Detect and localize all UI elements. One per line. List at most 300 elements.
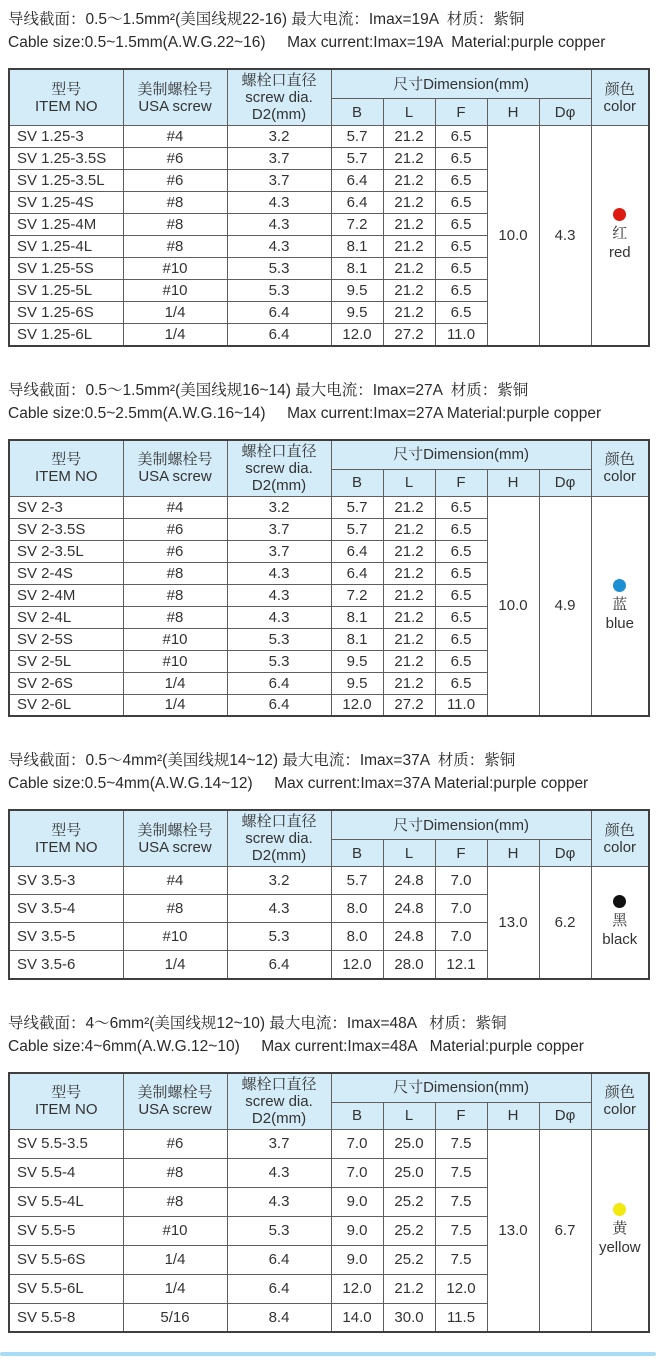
- col-header-item-en: ITEM NO: [35, 468, 98, 485]
- cell-usa-screw: 1/4: [123, 951, 227, 979]
- cell-dim-f: 6.5: [435, 302, 487, 324]
- cell-item-no: SV 5.5-4L: [9, 1187, 123, 1216]
- cell-item-no: SV 1.25-6L: [9, 324, 123, 346]
- cell-screw-dia: 5.3: [227, 650, 331, 672]
- cell-dim-l: 25.2: [383, 1187, 435, 1216]
- cell-dim-l: 21.2: [383, 192, 435, 214]
- cell-item-no: SV 1.25-4S: [9, 192, 123, 214]
- table-header: [9, 810, 649, 867]
- cell-dim-b: 9.5: [331, 672, 383, 694]
- cell-dim-f: 6.5: [435, 236, 487, 258]
- cell-screw-dia: 4.3: [227, 192, 331, 214]
- cell-usa-screw: 1/4: [123, 324, 227, 346]
- cell-usa-screw: 1/4: [123, 1245, 227, 1274]
- cell-dim-b: 6.4: [331, 540, 383, 562]
- cell-dim-dphi: 4.9: [539, 496, 591, 716]
- cell-screw-dia: 5.3: [227, 1216, 331, 1245]
- cell-item-no: SV 1.25-3.5L: [9, 170, 123, 192]
- cell-dim-l: 25.0: [383, 1158, 435, 1187]
- col-header-b: B: [331, 840, 383, 867]
- cell-dim-f: 6.5: [435, 192, 487, 214]
- cell-usa-screw: 1/4: [123, 302, 227, 324]
- cell-usa-screw: #6: [123, 540, 227, 562]
- cell-dim-l: 21.2: [383, 628, 435, 650]
- col-header-dia-en1: screw dia.: [245, 1092, 313, 1110]
- col-header-dia-en1: screw dia.: [245, 89, 313, 106]
- cell-dim-l: 21.2: [383, 584, 435, 606]
- cell-dim-b: 8.1: [331, 628, 383, 650]
- cell-dim-b: 5.7: [331, 148, 383, 170]
- col-header-dia-en1: screw dia.: [245, 459, 313, 477]
- cell-screw-dia: 4.3: [227, 606, 331, 628]
- col-header-screw-dia: [227, 1073, 331, 1130]
- cell-dim-b: 7.0: [331, 1129, 383, 1158]
- cell-usa-screw: #8: [123, 606, 227, 628]
- col-header-color-en: color: [603, 1101, 637, 1118]
- section-title-en: Cable size:4~6mm(A.W.G.12~10) Max current:Imax=48A Material:purple copper: [8, 1037, 584, 1055]
- cell-dim-l: 25.2: [383, 1245, 435, 1274]
- table-header: [9, 69, 649, 126]
- col-header-usa-screw: [123, 810, 227, 867]
- col-header-screw-dia: [227, 810, 331, 867]
- col-header-color-en: color: [603, 468, 637, 485]
- table-row: [9, 496, 649, 518]
- cell-dim-f: 6.5: [435, 540, 487, 562]
- cell-usa-screw: #10: [123, 258, 227, 280]
- col-header-usa-screw: [123, 1073, 227, 1130]
- cell-usa-screw: #8: [123, 1187, 227, 1216]
- color-name-cn: 蓝: [612, 595, 628, 613]
- cell-dim-l: 21.2: [383, 672, 435, 694]
- color-name-cn: 红: [612, 225, 628, 243]
- cell-usa-screw: 1/4: [123, 1274, 227, 1303]
- col-header-screw-cn: 美制螺栓号: [137, 451, 213, 468]
- table-header: [9, 440, 649, 497]
- cell-dim-b: 14.0: [331, 1303, 383, 1332]
- cell-dim-h: 10.0: [487, 496, 539, 716]
- col-header-item-no: [9, 440, 123, 497]
- cell-dim-l: 21.2: [383, 650, 435, 672]
- cell-dim-f: 7.0: [435, 923, 487, 951]
- cell-dim-f: 11.5: [435, 1303, 487, 1332]
- col-header-b: B: [331, 469, 383, 496]
- col-header-item-no: [9, 69, 123, 126]
- cell-screw-dia: 4.3: [227, 214, 331, 236]
- cell-color: [591, 867, 649, 979]
- cell-dim-f: 6.5: [435, 126, 487, 148]
- cell-dim-l: 21.2: [383, 170, 435, 192]
- section-title-cn: 导线截面：0.5～4mm²(美国线规14~12) 最大电流：Imax=37A 材质：紫铜: [8, 752, 516, 769]
- cell-dim-b: 5.7: [331, 867, 383, 895]
- cell-screw-dia: 3.7: [227, 540, 331, 562]
- col-header-item-no: [9, 810, 123, 867]
- table-row: [9, 126, 649, 148]
- cell-item-no: SV 1.25-5S: [9, 258, 123, 280]
- col-header-color-cn: 颜色: [604, 451, 635, 468]
- spec-section: [8, 0, 648, 347]
- spec-section: [8, 371, 648, 718]
- col-header-h: H: [487, 1102, 539, 1129]
- cell-item-no: SV 1.25-5L: [9, 280, 123, 302]
- cell-screw-dia: 3.2: [227, 126, 331, 148]
- cell-dim-f: 6.5: [435, 628, 487, 650]
- cell-dim-l: 21.2: [383, 302, 435, 324]
- col-header-dphi: Dφ: [539, 1102, 591, 1129]
- cell-dim-l: 21.2: [383, 258, 435, 280]
- cell-dim-f: 6.5: [435, 214, 487, 236]
- cell-dim-l: 28.0: [383, 951, 435, 979]
- col-header-h: H: [487, 840, 539, 867]
- col-header-dia-cn: 螺栓口直径: [241, 442, 317, 460]
- cell-screw-dia: 6.4: [227, 1274, 331, 1303]
- cell-screw-dia: 6.4: [227, 324, 331, 346]
- col-header-dia-en2: D2(mm): [251, 847, 307, 864]
- cell-dim-l: 21.2: [383, 562, 435, 584]
- col-header-l: L: [383, 99, 435, 126]
- col-header-screw-en: USA screw: [138, 97, 212, 115]
- spec-section: [8, 741, 648, 980]
- cell-screw-dia: 5.3: [227, 280, 331, 302]
- cell-dim-l: 24.8: [383, 923, 435, 951]
- cell-dim-l: 30.0: [383, 1303, 435, 1332]
- cell-usa-screw: #6: [123, 1129, 227, 1158]
- col-header-color: [591, 440, 649, 497]
- cell-screw-dia: 5.3: [227, 923, 331, 951]
- cell-screw-dia: 5.3: [227, 258, 331, 280]
- col-header-item-en: ITEM NO: [35, 838, 98, 856]
- col-header-dimension: 尺寸Dimension(mm): [331, 440, 591, 470]
- cell-dim-b: 6.4: [331, 170, 383, 192]
- cell-item-no: SV 2-5L: [9, 650, 123, 672]
- cell-dim-dphi: 6.2: [539, 867, 591, 979]
- cell-dim-f: 6.5: [435, 258, 487, 280]
- cell-dim-b: 5.7: [331, 518, 383, 540]
- cell-dim-f: 6.5: [435, 148, 487, 170]
- cell-screw-dia: 3.7: [227, 170, 331, 192]
- cell-usa-screw: #6: [123, 518, 227, 540]
- cell-dim-l: 21.2: [383, 280, 435, 302]
- cell-screw-dia: 4.3: [227, 1158, 331, 1187]
- cell-usa-screw: #8: [123, 895, 227, 923]
- cell-dim-b: 9.0: [331, 1187, 383, 1216]
- col-header-screw-en: USA screw: [138, 838, 212, 856]
- col-header-screw-cn: 美制螺栓号: [137, 821, 213, 839]
- cell-dim-b: 9.0: [331, 1216, 383, 1245]
- color-name-cn: 黑: [612, 912, 628, 930]
- col-header-dimension: 尺寸Dimension(mm): [331, 1073, 591, 1103]
- col-header-dphi: Dφ: [539, 99, 591, 126]
- cell-dim-h: 13.0: [487, 867, 539, 979]
- cell-dim-b: 8.1: [331, 258, 383, 280]
- col-header-color-en: color: [603, 838, 637, 856]
- cell-dim-l: 27.2: [383, 324, 435, 346]
- cell-dim-f: 6.5: [435, 606, 487, 628]
- table-row: [9, 1129, 649, 1158]
- cell-color: [591, 126, 649, 346]
- cell-color: [591, 496, 649, 716]
- cell-dim-f: 7.5: [435, 1245, 487, 1274]
- col-header-screw-en: USA screw: [138, 468, 212, 485]
- cell-usa-screw: #8: [123, 236, 227, 258]
- col-header-color: [591, 1073, 649, 1130]
- col-header-dia-en2: D2(mm): [251, 106, 307, 123]
- col-header-screw-dia: [227, 440, 331, 497]
- cell-dim-b: 7.0: [331, 1158, 383, 1187]
- cell-dim-b: 8.1: [331, 606, 383, 628]
- spec-table: [8, 68, 650, 347]
- cell-screw-dia: 3.7: [227, 1129, 331, 1158]
- cell-usa-screw: #8: [123, 214, 227, 236]
- cell-usa-screw: 1/4: [123, 672, 227, 694]
- cell-dim-dphi: 6.7: [539, 1129, 591, 1332]
- cell-dim-l: 25.2: [383, 1216, 435, 1245]
- col-header-dia-en2: D2(mm): [251, 1109, 307, 1127]
- cell-item-no: SV 2-4S: [9, 562, 123, 584]
- col-header-color-en: color: [603, 97, 637, 115]
- cell-item-no: SV 3.5-3: [9, 867, 123, 895]
- cell-usa-screw: #4: [123, 126, 227, 148]
- cell-item-no: SV 2-3: [9, 496, 123, 518]
- cell-dim-l: 24.8: [383, 895, 435, 923]
- spec-table: [8, 1072, 650, 1334]
- cell-screw-dia: 4.3: [227, 584, 331, 606]
- col-header-item-cn: 型号: [51, 451, 82, 468]
- cell-item-no: SV 5.5-5: [9, 1216, 123, 1245]
- col-header-h: H: [487, 99, 539, 126]
- col-header-dia-cn: 螺栓口直径: [241, 813, 317, 830]
- color-name-en: black: [602, 931, 638, 949]
- cell-dim-f: 6.5: [435, 562, 487, 584]
- cell-usa-screw: 1/4: [123, 694, 227, 716]
- cell-item-no: SV 3.5-6: [9, 951, 123, 979]
- cell-dim-l: 21.2: [383, 214, 435, 236]
- cell-dim-h: 10.0: [487, 126, 539, 346]
- cell-dim-b: 6.4: [331, 562, 383, 584]
- table-body: [9, 1129, 649, 1332]
- cell-dim-f: 6.5: [435, 496, 487, 518]
- cell-dim-f: 7.5: [435, 1158, 487, 1187]
- cell-screw-dia: 6.4: [227, 1245, 331, 1274]
- cell-dim-l: 27.2: [383, 694, 435, 716]
- col-header-f: F: [435, 1102, 487, 1129]
- cell-usa-screw: #8: [123, 584, 227, 606]
- cell-dim-b: 5.7: [331, 126, 383, 148]
- cell-dim-f: 6.5: [435, 672, 487, 694]
- cell-dim-f: 6.5: [435, 518, 487, 540]
- cell-screw-dia: 3.2: [227, 867, 331, 895]
- col-header-l: L: [383, 1102, 435, 1129]
- cell-dim-b: 9.0: [331, 1245, 383, 1274]
- col-header-l: L: [383, 840, 435, 867]
- section-title-cn: 导线截面：4～6mm²(美国线规12~10) 最大电流：Imax=48A 材质：紫铜: [8, 1014, 507, 1032]
- cell-dim-l: 24.8: [383, 867, 435, 895]
- col-header-l: L: [383, 469, 435, 496]
- section-title-cn: 导线截面：0.5～1.5mm²(美国线规16~14) 最大电流：Imax=27A 材质：紫铜: [8, 381, 529, 399]
- cell-item-no: SV 2-5S: [9, 628, 123, 650]
- cell-dim-b: 5.7: [331, 496, 383, 518]
- cell-dim-f: 11.0: [435, 324, 487, 346]
- col-header-h: H: [487, 469, 539, 496]
- spec-table: [8, 439, 650, 718]
- col-header-b: B: [331, 1102, 383, 1129]
- cell-usa-screw: #10: [123, 628, 227, 650]
- cell-item-no: SV 1.25-3.5S: [9, 148, 123, 170]
- cell-dim-b: 9.5: [331, 280, 383, 302]
- col-header-item-en: ITEM NO: [35, 97, 98, 115]
- cell-dim-l: 21.2: [383, 148, 435, 170]
- cell-dim-l: 21.2: [383, 1274, 435, 1303]
- cell-item-no: SV 1.25-3: [9, 126, 123, 148]
- cell-usa-screw: #10: [123, 650, 227, 672]
- cell-screw-dia: 3.2: [227, 496, 331, 518]
- col-header-f: F: [435, 469, 487, 496]
- cell-dim-b: 12.0: [331, 951, 383, 979]
- col-header-dimension: 尺寸Dimension(mm): [331, 69, 591, 99]
- blue-color-dot: [613, 579, 626, 592]
- cell-screw-dia: 6.4: [227, 694, 331, 716]
- cell-dim-b: 7.2: [331, 214, 383, 236]
- col-header-dia-cn: 螺栓口直径: [241, 72, 317, 89]
- table-body: [9, 126, 649, 346]
- cell-usa-screw: #10: [123, 923, 227, 951]
- cell-item-no: SV 5.5-8: [9, 1303, 123, 1332]
- cell-item-no: SV 5.5-6S: [9, 1245, 123, 1274]
- col-header-item-cn: 型号: [51, 821, 82, 839]
- col-header-item-en: ITEM NO: [35, 1101, 98, 1118]
- col-header-color-cn: 颜色: [604, 821, 635, 839]
- cell-dim-b: 8.0: [331, 923, 383, 951]
- cell-dim-b: 8.1: [331, 236, 383, 258]
- cell-dim-f: 6.5: [435, 170, 487, 192]
- cell-screw-dia: 4.3: [227, 1187, 331, 1216]
- cell-screw-dia: 3.7: [227, 518, 331, 540]
- cell-dim-b: 9.5: [331, 650, 383, 672]
- col-header-item-cn: 型号: [51, 80, 82, 98]
- col-header-usa-screw: [123, 440, 227, 497]
- cell-item-no: SV 5.5-3.5: [9, 1129, 123, 1158]
- cell-usa-screw: 5/16: [123, 1303, 227, 1332]
- cell-item-no: SV 1.25-4L: [9, 236, 123, 258]
- cell-dim-b: 12.0: [331, 1274, 383, 1303]
- cell-dim-l: 21.2: [383, 496, 435, 518]
- cell-dim-f: 12.0: [435, 1274, 487, 1303]
- cell-dim-f: 7.5: [435, 1216, 487, 1245]
- black-color-dot: [613, 895, 626, 908]
- cell-item-no: SV 3.5-5: [9, 923, 123, 951]
- cell-screw-dia: 6.4: [227, 951, 331, 979]
- cell-item-no: SV 3.5-4: [9, 895, 123, 923]
- cell-screw-dia: 4.3: [227, 895, 331, 923]
- col-header-color-cn: 颜色: [604, 80, 635, 98]
- cell-usa-screw: #4: [123, 496, 227, 518]
- cell-dim-l: 21.2: [383, 606, 435, 628]
- cell-usa-screw: #4: [123, 867, 227, 895]
- cell-dim-h: 13.0: [487, 1129, 539, 1332]
- spec-section: [8, 1004, 648, 1334]
- col-header-color: [591, 810, 649, 867]
- table-row: [9, 867, 649, 895]
- cell-screw-dia: 6.4: [227, 302, 331, 324]
- section-title-cn: 导线截面：0.5～1.5mm²(美国线规22-16) 最大电流：Imax=19A 材质：紫铜: [8, 11, 525, 28]
- cell-usa-screw: #8: [123, 562, 227, 584]
- cell-dim-b: 9.5: [331, 302, 383, 324]
- cell-dim-l: 25.0: [383, 1129, 435, 1158]
- cell-item-no: SV 5.5-6L: [9, 1274, 123, 1303]
- cell-dim-l: 21.2: [383, 236, 435, 258]
- cell-dim-b: 6.4: [331, 192, 383, 214]
- cell-dim-b: 12.0: [331, 324, 383, 346]
- col-header-dimension: 尺寸Dimension(mm): [331, 810, 591, 840]
- col-header-f: F: [435, 840, 487, 867]
- cell-dim-b: 12.0: [331, 694, 383, 716]
- cell-color: [591, 1129, 649, 1332]
- cell-item-no: SV 5.5-4: [9, 1158, 123, 1187]
- cell-screw-dia: 6.4: [227, 672, 331, 694]
- cell-usa-screw: #10: [123, 280, 227, 302]
- col-header-color: [591, 69, 649, 126]
- col-header-item-no: [9, 1073, 123, 1130]
- section-title-block: [8, 379, 648, 425]
- col-header-dia-en2: D2(mm): [251, 476, 307, 494]
- cell-screw-dia: 8.4: [227, 1303, 331, 1332]
- cell-screw-dia: 3.7: [227, 148, 331, 170]
- col-header-dia-cn: 螺栓口直径: [241, 1075, 317, 1093]
- cell-usa-screw: #10: [123, 1216, 227, 1245]
- cell-dim-l: 21.2: [383, 540, 435, 562]
- table-body: [9, 496, 649, 716]
- color-name-en: blue: [605, 614, 634, 632]
- cell-item-no: SV 2-6L: [9, 694, 123, 716]
- col-header-screw-cn: 美制螺栓号: [137, 80, 213, 98]
- col-header-item-cn: 型号: [51, 1084, 82, 1101]
- cell-screw-dia: 5.3: [227, 628, 331, 650]
- cell-item-no: SV 2-3.5L: [9, 540, 123, 562]
- cell-dim-f: 6.5: [435, 650, 487, 672]
- col-header-b: B: [331, 99, 383, 126]
- section-title-block: [8, 8, 648, 54]
- col-header-dphi: Dφ: [539, 840, 591, 867]
- col-header-screw-en: USA screw: [138, 1101, 212, 1118]
- col-header-screw-dia: [227, 69, 331, 126]
- spec-table: [8, 809, 650, 980]
- cell-dim-l: 21.2: [383, 126, 435, 148]
- cell-usa-screw: #8: [123, 192, 227, 214]
- cell-dim-f: 12.1: [435, 951, 487, 979]
- cell-item-no: SV 1.25-6S: [9, 302, 123, 324]
- cell-dim-f: 7.0: [435, 895, 487, 923]
- cell-screw-dia: 4.3: [227, 236, 331, 258]
- cell-dim-b: 8.0: [331, 895, 383, 923]
- cell-item-no: SV 2-4M: [9, 584, 123, 606]
- cell-dim-f: 7.5: [435, 1129, 487, 1158]
- bottom-divider: [0, 1352, 656, 1356]
- cell-dim-f: 6.5: [435, 280, 487, 302]
- color-name-cn: 黄: [612, 1220, 628, 1238]
- cell-dim-l: 21.2: [383, 518, 435, 540]
- red-color-dot: [613, 208, 626, 221]
- section-title-en: Cable size:0.5~4mm(A.W.G.14~12) Max current:Imax=37A Material:purple copper: [8, 775, 589, 792]
- section-title-block: [8, 749, 648, 795]
- cell-dim-b: 7.2: [331, 584, 383, 606]
- cell-dim-f: 7.0: [435, 867, 487, 895]
- section-title-en: Cable size:0.5~2.5mm(A.W.G.16~14) Max current:Imax=27A Material:purple copper: [8, 404, 602, 422]
- cell-item-no: SV 2-3.5S: [9, 518, 123, 540]
- section-title-block: [8, 1012, 648, 1058]
- table-body: [9, 867, 649, 979]
- cell-screw-dia: 4.3: [227, 562, 331, 584]
- col-header-dphi: Dφ: [539, 469, 591, 496]
- cell-dim-f: 11.0: [435, 694, 487, 716]
